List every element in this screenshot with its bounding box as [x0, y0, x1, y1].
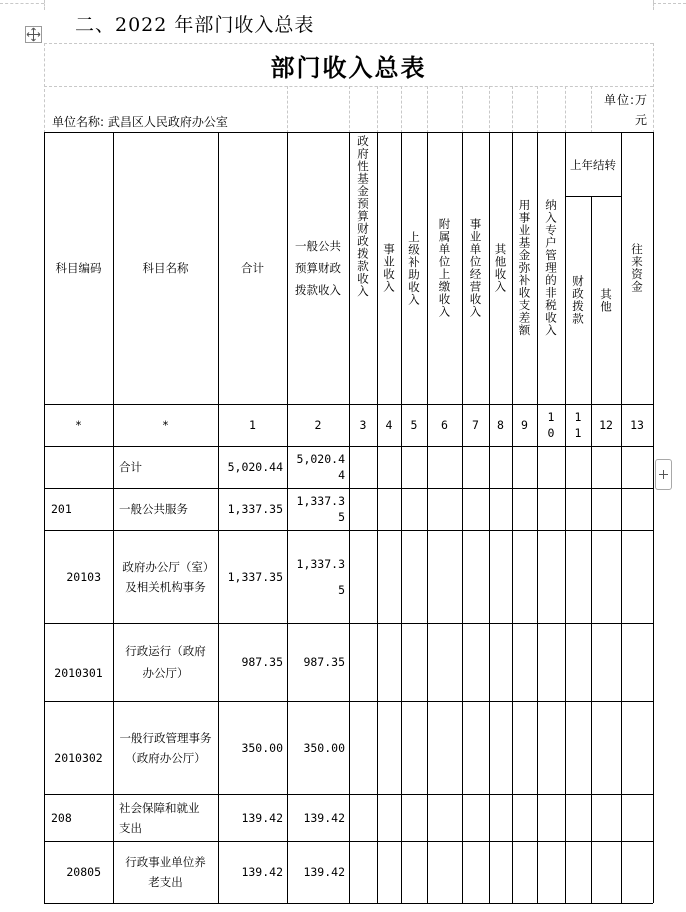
index-cell: 6 — [441, 418, 448, 432]
index-cell: 7 — [472, 418, 479, 432]
header-carryover: 上年结转 — [570, 158, 616, 172]
header-general-budget: 一般公共预算财政拨款收入 — [295, 239, 341, 297]
row-general: 350.00 — [303, 740, 345, 755]
header-non-tax: 纳入专户管理的非税收入 — [544, 199, 558, 337]
row-name: 社会保障和就业支出 — [119, 800, 200, 835]
row-code: 20805 — [66, 865, 101, 879]
row-general: 1,337.35 — [296, 494, 345, 524]
header-gov-fund: 政府性基金预算财政拨款收入 — [356, 135, 370, 298]
table-title: 部门收入总表 — [270, 54, 427, 82]
header-upper-subsidy: 上级补助收入 — [407, 230, 421, 306]
index-cell: * — [162, 418, 169, 432]
index-cell: 4 — [385, 418, 393, 432]
row-total: 350.00 — [241, 740, 283, 755]
index-cell: 1 0 — [547, 410, 555, 440]
row-name: 合计 — [119, 460, 142, 474]
index-cell: 9 — [521, 418, 528, 432]
row-general: 139.42 — [303, 865, 345, 879]
index-cell: 13 — [630, 418, 644, 432]
section-heading: 二、2022 年部门收入总表 — [75, 14, 315, 36]
index-cell: 1 — [249, 418, 256, 432]
header-carryover-other: 其他 — [599, 287, 613, 313]
header-business-income: 事业收入 — [382, 243, 396, 293]
index-cell: * — [75, 418, 82, 432]
row-total: 5,020.44 — [227, 460, 283, 474]
header-total: 合计 — [241, 261, 264, 275]
row-code: 20103 — [66, 569, 101, 584]
row-code: 2010301 — [54, 666, 103, 680]
plus-icon[interactable] — [655, 459, 672, 490]
unit-label: 单位:万元 — [603, 93, 648, 127]
index-cell: 5 — [410, 418, 418, 432]
index-cell: 3 — [359, 418, 367, 432]
row-total: 139.42 — [241, 865, 283, 879]
row-code: 2010302 — [54, 751, 103, 765]
row-code: 201 — [51, 502, 72, 516]
index-cell: 8 — [497, 418, 504, 432]
header-other-income: 其他收入 — [493, 243, 508, 293]
header-name: 科目名称 — [142, 261, 189, 275]
row-total: 987.35 — [241, 655, 283, 669]
header-affiliated-unit: 附属单位上缴收入 — [437, 218, 452, 318]
row-name: 行政运行（政府办公厅） — [125, 644, 206, 680]
unit-name: 单位名称: 武昌区人民政府办公室 — [52, 115, 228, 129]
row-name: 一般行政管理事务（政府办公厅） — [119, 730, 212, 765]
row-general: 987.35 — [303, 655, 345, 669]
row-total: 1,337.35 — [227, 502, 283, 516]
header-fund-balance: 用事业基金弥补收支差额 — [517, 199, 532, 337]
index-cell: 12 — [599, 418, 613, 432]
move-handle-icon[interactable] — [25, 26, 42, 43]
header-code: 科目编码 — [55, 261, 102, 275]
row-general: 1,337.35 — [296, 556, 345, 597]
row-name: 行政事业单位养老支出 — [125, 855, 206, 889]
header-transfer-funds: 往来资金 — [630, 243, 644, 293]
header-operating-income: 事业单位经营收入 — [468, 218, 483, 318]
row-general: 5,020.44 — [296, 452, 345, 482]
index-cell: 1 1 — [574, 410, 582, 440]
row-name: 一般公共服务 — [119, 502, 188, 516]
row-total: 1,337.35 — [227, 569, 283, 584]
row-name: 政府办公厅（室）及相关机构事务 — [122, 559, 209, 594]
header-carryover-fiscal: 财政拨款 — [571, 275, 585, 325]
row-code: 208 — [51, 810, 72, 825]
index-cell: 2 — [314, 418, 322, 432]
row-general: 139.42 — [303, 810, 345, 825]
row-total: 139.42 — [241, 810, 283, 825]
